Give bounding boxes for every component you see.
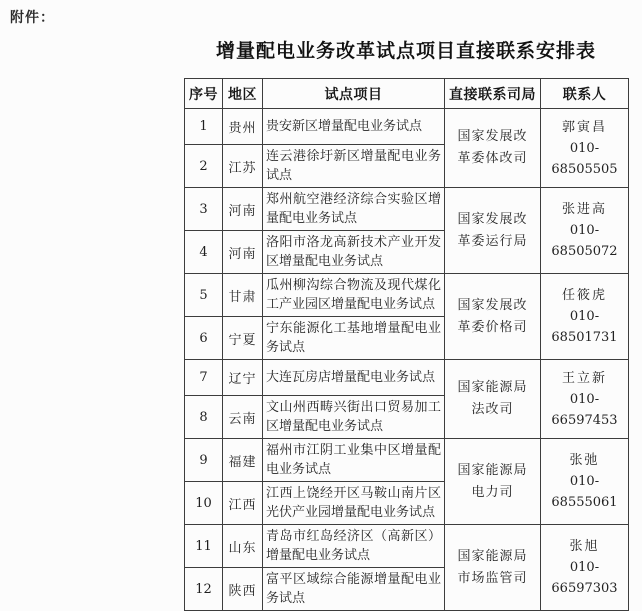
project-cell: 宁东能源化工基地增量配电业务试点	[263, 317, 445, 360]
header-region: 地区	[223, 79, 263, 109]
row-number: 12	[185, 568, 223, 611]
row-number: 4	[185, 231, 223, 274]
contact-name: 张旭	[569, 539, 600, 554]
row-number: 8	[185, 396, 223, 439]
row-number: 11	[185, 525, 223, 568]
header-project: 试点项目	[263, 79, 445, 109]
header-contact: 联系人	[541, 79, 629, 109]
contact-table	[184, 78, 629, 611]
bureau-cell: 国家能源局法改司	[445, 360, 541, 439]
region-cell: 江西	[223, 482, 263, 525]
project-cell: 洛阳市洛龙高新技术产业开发区增量配电业务试点	[263, 231, 445, 274]
contact-phone: 010-68501731	[551, 309, 618, 345]
contact-phone: 010-68505505	[551, 140, 618, 177]
row-number: 7	[185, 360, 223, 396]
header-no: 序号	[185, 79, 223, 109]
contact-cell	[541, 109, 629, 188]
region-cell: 贵州	[223, 109, 263, 145]
row-number: 6	[185, 317, 223, 360]
project-cell: 江西上饶经开区马鞍山南片区光伏产业园增量配电业务试点	[263, 482, 445, 525]
table-row	[185, 188, 629, 231]
contact-name: 王立新	[561, 370, 607, 386]
region-cell: 云南	[223, 396, 263, 439]
contact-name: 张进高	[561, 202, 607, 217]
project-cell: 瓜州柳沟综合物流及现代煤化工产业园区增量配电业务试点	[263, 274, 445, 317]
project-cell: 文山州西畴兴街出口贸易加工区增量配电业务试点	[263, 396, 445, 439]
region-cell: 福建	[223, 439, 263, 482]
contact-cell	[541, 188, 629, 274]
table-row	[185, 525, 629, 568]
attachment-label: 附件：	[10, 10, 55, 26]
region-cell: 山东	[223, 525, 263, 568]
region-cell: 辽宁	[223, 360, 263, 396]
row-number: 10	[185, 482, 223, 525]
region-cell: 江苏	[223, 145, 263, 188]
row-number: 5	[185, 274, 223, 317]
region-cell: 河南	[223, 188, 263, 231]
bureau-cell: 国家能源局电力司	[445, 439, 541, 525]
contact-phone: 010-66597453	[551, 391, 618, 428]
project-cell: 青岛市红岛经济区（高新区）增量配电业务试点	[263, 525, 445, 568]
table-row	[185, 439, 629, 482]
contact-phone: 010-66597303	[551, 560, 618, 596]
contact-cell	[541, 360, 629, 439]
row-number: 1	[185, 109, 223, 145]
contact-cell	[541, 274, 629, 360]
region-cell: 甘肃	[223, 274, 263, 317]
contact-name: 郭寅昌	[561, 119, 607, 135]
bureau-cell: 国家发展改革委价格司	[445, 274, 541, 360]
region-cell: 河南	[223, 231, 263, 274]
table-header-row	[185, 79, 629, 109]
table-row	[185, 360, 629, 396]
bureau-cell: 国家能源局市场监管司	[445, 525, 541, 611]
row-number: 3	[185, 188, 223, 231]
header-bureau: 直接联系司局	[445, 79, 541, 109]
project-cell: 贵安新区增量配电业务试点	[263, 109, 445, 145]
table-row	[185, 274, 629, 317]
table-row	[185, 109, 629, 145]
contact-name: 任筱虎	[561, 288, 607, 303]
bureau-cell: 国家发展改革委体改司	[445, 109, 541, 188]
project-cell: 大连瓦房店增量配电业务试点	[263, 360, 445, 396]
contact-phone: 010-68555061	[551, 474, 618, 510]
bureau-cell: 国家发展改革委运行局	[445, 188, 541, 274]
project-cell: 富平区域综合能源增量配电业务试点	[263, 568, 445, 611]
row-number: 9	[185, 439, 223, 482]
page-title: 增量配电业务改革试点项目直接联系安排表	[215, 40, 596, 62]
contact-cell	[541, 525, 629, 611]
contact-cell	[541, 439, 629, 525]
contact-phone: 010-68505072	[551, 223, 618, 259]
contact-name: 张弛	[569, 453, 600, 468]
region-cell: 陕西	[223, 568, 263, 611]
project-cell: 郑州航空港经济综合实验区增量配电业务试点	[263, 188, 445, 231]
row-number: 2	[185, 145, 223, 188]
project-cell: 连云港徐圩新区增量配电业务试点	[263, 145, 445, 188]
document-content	[184, 36, 628, 611]
project-cell: 福州市江阴工业集中区增量配电业务试点	[263, 439, 445, 482]
region-cell: 宁夏	[223, 317, 263, 360]
